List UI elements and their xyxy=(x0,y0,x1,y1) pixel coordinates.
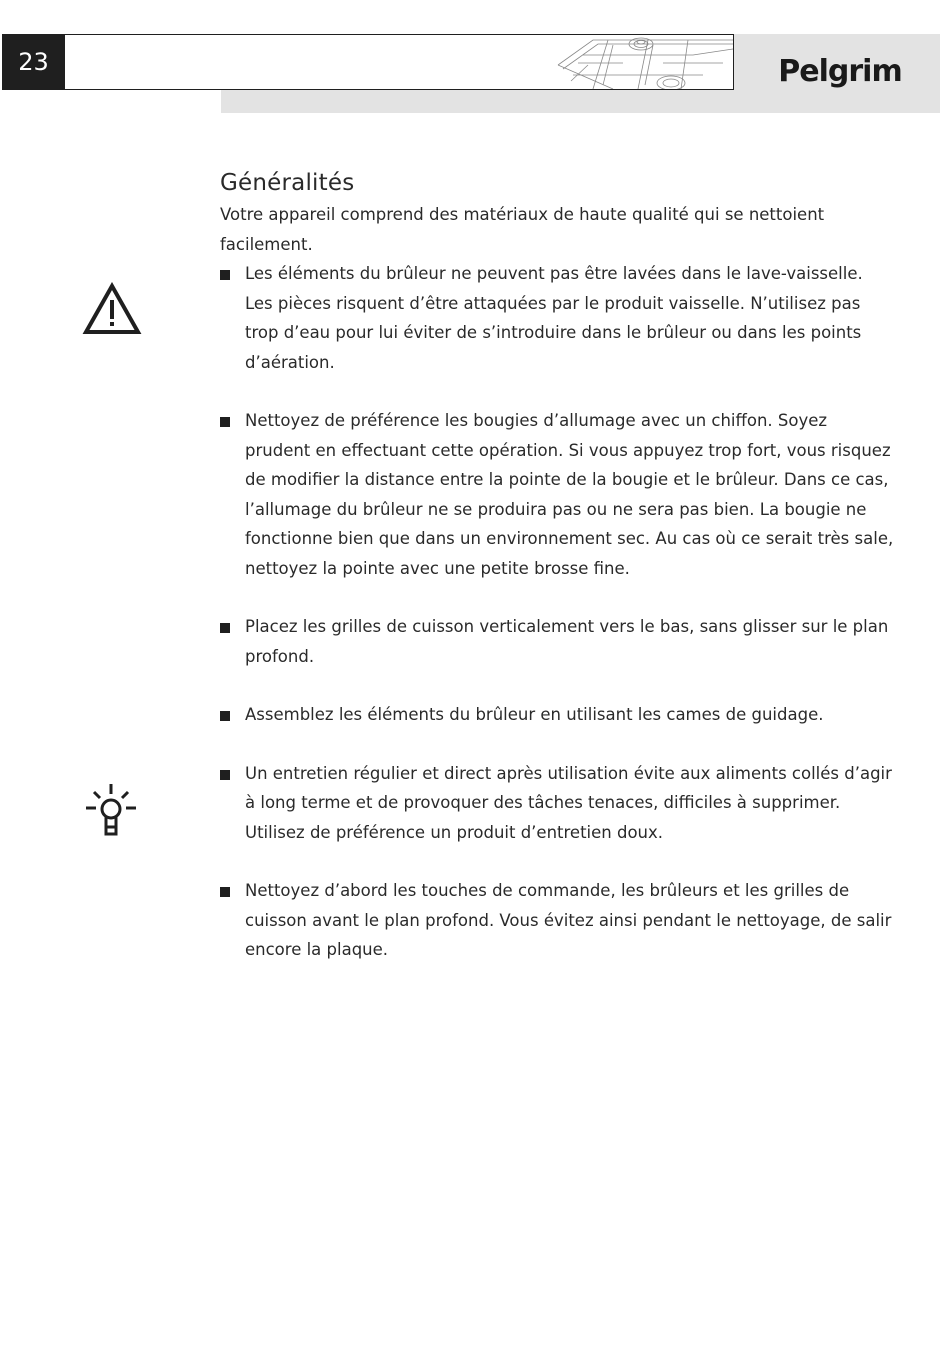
header-grey-bar xyxy=(221,90,940,113)
list-item-text: Les éléments du brûleur ne peuvent pas être lavées dans le lave-vaisselle. Les pièces risquent d’être attaquées par le produit vaisselle. N’utilisez pas trop d’eau pour lui éviter de s’introduire dans le brûleur ou dans les points d’aération. xyxy=(245,264,863,372)
list-item-text: Nettoyez d’abord les touches de commande, les brûleurs et les grilles de cuisson avant le plan profond. Vous évitez ainsi pendant le nettoyage, de salir encore la plaque. xyxy=(245,881,892,959)
bullet-square-icon xyxy=(220,711,230,721)
list-item-text: Nettoyez de préférence les bougies d’allumage avec un chiffon. Soyez prudent en effectuant cette opération. Si vous appuyez trop fort, vous risquez de modifier la distance entre la pointe de la bougie et le brûleur. Dans ce cas, l’allumage du brûleur ne se produira pas ou ne sera pas bien. La bougie ne fonctionne bien que dans un environnement sec. Au cas où ce serait très sale, nettoyez la pointe avec une petite brosse fine. xyxy=(245,411,894,578)
list-item xyxy=(220,259,895,377)
brand-logo: Pelgrim xyxy=(778,54,902,89)
intro-paragraph: Votre appareil comprend des matériaux de haute qualité qui se nettoient facilement. xyxy=(220,205,825,254)
list-item xyxy=(220,700,895,730)
bullet-square-icon xyxy=(220,623,230,633)
list-item-text: Un entretien régulier et direct après utilisation évite aux aliments collés d’agir à long terme et de provoquer des tâches tenaces, difficiles à supprimer. Utilisez de préférence un produit d’entretien doux. xyxy=(245,763,892,842)
page-number: 23 xyxy=(2,34,65,90)
content-section xyxy=(220,170,895,994)
warning-triangle-icon xyxy=(82,282,142,336)
list-item-text: Assemblez les éléments du brûleur en utilisant les cames de guidage. xyxy=(245,705,824,724)
list-item-text: Placez les grilles de cuisson verticalement vers le bas, sans glisser sur le plan profond. xyxy=(245,617,889,666)
hob-grid-sketch xyxy=(553,35,733,89)
list-item xyxy=(220,759,895,848)
section-title: Généralités xyxy=(220,170,355,196)
bullet-square-icon xyxy=(220,770,230,780)
list-item xyxy=(220,876,895,965)
bullet-square-icon xyxy=(220,417,230,427)
bullet-list xyxy=(220,259,895,965)
bullet-square-icon xyxy=(220,887,230,897)
header-frame xyxy=(65,34,734,90)
lightbulb-icon xyxy=(84,784,138,838)
list-item xyxy=(220,406,895,583)
bullet-square-icon xyxy=(220,270,230,280)
list-item xyxy=(220,612,895,671)
